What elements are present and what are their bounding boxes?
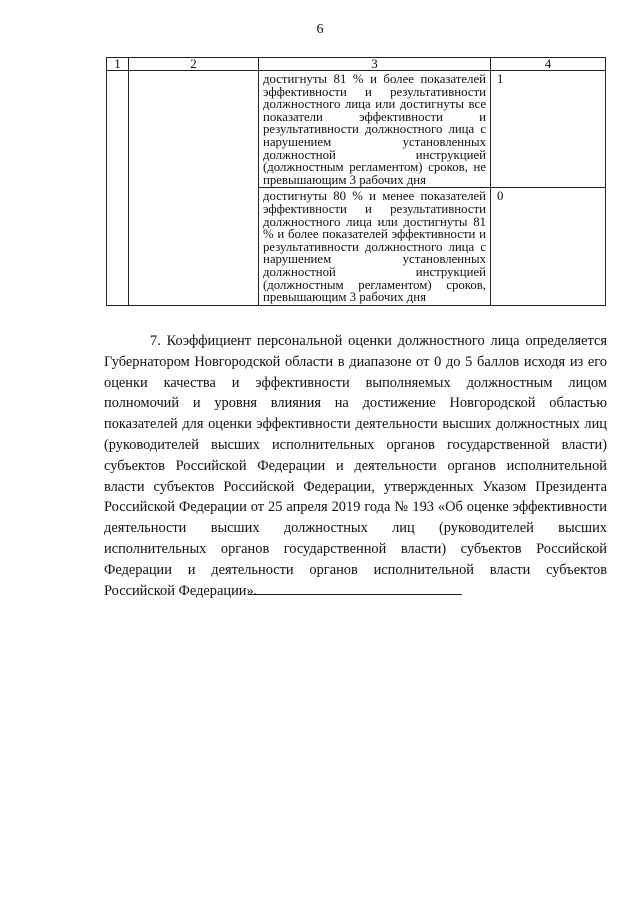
table-row (107, 71, 606, 188)
body-paragraph: 7. Коэффициент персональной оценки должностного лица определяется Губернатором Новгородской области в диапазоне от 0 до 5 баллов исходя из его оценки качества и эффективности выполняемых должностным лицом полномочий и уровня влияния на достижение Новгородской областью показателей для оценки эффективности деятельности высших должностных лиц (руководителей высших исполнительных органов государственной власти) субъектов Российской Федерации и деятельности органов исполнительной власти субъектов Российской Федерации, утвержденных Указом Президента Российской Федерации от 25 апреля 2019 года № 193 «Об оценке эффективности деятельности высших должностных лиц (руководителей высших исполнительных органов государственной власти) субъектов Российской Федерации и деятельности органов исполнительной власти субъектов Российской Федерации». (104, 333, 607, 599)
criterion-text: достигнуты 80 % и менее показателей эффективности и результативности должностного лица или достигнуты 81 % и более показателей эффективности и результативности должностного лица с нарушением установленных должностной инструкцией (должностным регламентом) сроков, превышающим 3 рабочих дня (259, 188, 491, 305)
criterion-score: 0 (491, 188, 606, 305)
column-header: 1 (107, 58, 129, 71)
closing-divider (248, 594, 462, 595)
column-header: 3 (259, 58, 491, 71)
column-header: 2 (129, 58, 259, 71)
criteria-table (106, 57, 606, 306)
criterion-score: 1 (491, 71, 606, 188)
table-cell-col2 (129, 71, 259, 306)
criterion-text: достигнуты 81 % и более показателей эффективности и результативности должностного лица или достигнуты все показатели эффективности и результативности должностного лица с нарушением установленных должностной инструкцией (должностным регламентом) сроков, не превышающим 3 рабочих дня (259, 71, 491, 188)
page-number: 6 (316, 22, 324, 37)
table-header-row (107, 58, 606, 71)
column-header: 4 (491, 58, 606, 71)
table-cell-col1 (107, 71, 129, 306)
